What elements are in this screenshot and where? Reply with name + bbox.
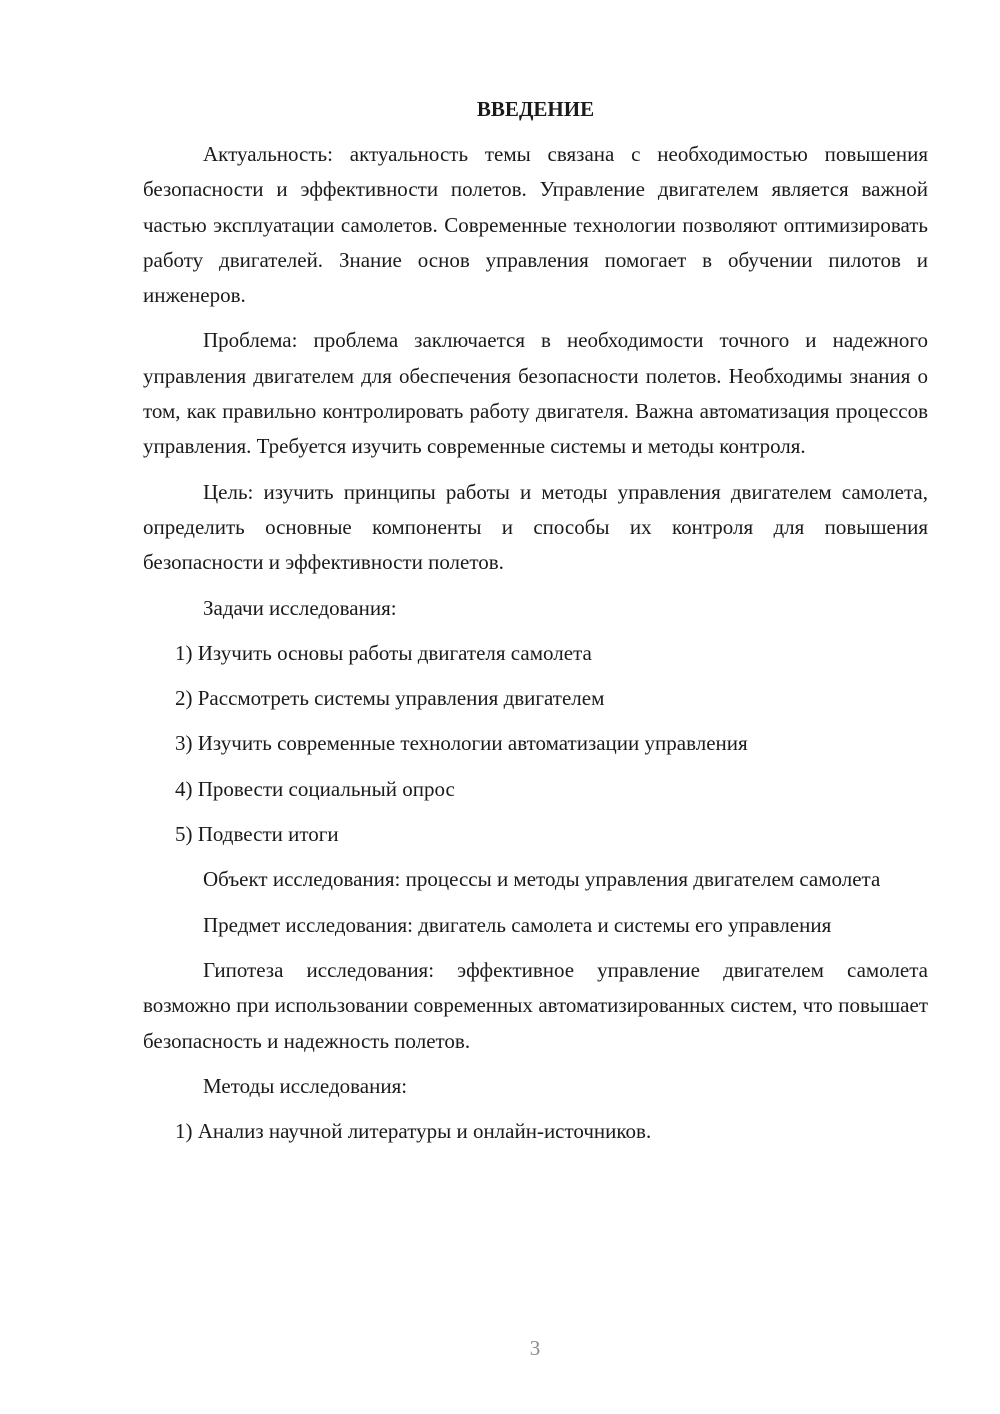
method-item-1: 1) Анализ научной литературы и онлайн-источников. [175,1119,652,1144]
task-item-4: 4) Провести социальный опрос [175,776,455,801]
task-item-2: 2) Рассмотреть системы управления двигателем [175,686,605,711]
paragraph-relevance: Актуальность: актуальность темы связана с необходимостью повышения безопасности и эффективности полетов. Управление двигателем является важной частью эксплуатации самолетов. Современные технологии позволяют оптимизировать работу двигателей. Знание основ управления помогает в обучении пилотов и инженеров. [143,142,928,308]
paragraph-hypothesis: Гипотеза исследования: эффективное управление двигателем самолета возможно при использовании современных автоматизированных систем, что повышает безопасность и надежность полетов. [143,957,928,1053]
paragraph-subject: Предмет исследования: двигатель самолета и системы его управления [203,912,832,937]
document-page [143,92,928,1159]
tasks-heading: Задачи исследования: [203,595,397,620]
task-item-3: 3) Изучить современные технологии автоматизации управления [175,731,748,756]
task-item-1: 1) Изучить основы работы двигателя самолета [175,640,592,665]
paragraph-problem: Проблема: проблема заключается в необходимости точного и надежного управления двигателем для обеспечения безопасности полетов. Необходимы знания о том, как правильно контролировать работу двигателя. Важна автоматизация процессов управления. Требуется изучить современные системы и методы контроля. [143,328,928,459]
page-number: 3 [529,1336,541,1360]
task-item-5: 5) Подвести итоги [175,822,339,847]
methods-heading: Методы исследования: [203,1073,408,1098]
paragraph-goal: Цель: изучить принципы работы и методы управления двигателем самолета, определить основные компоненты и способы их контроля для повышения безопасности и эффективности полетов. [143,479,928,575]
paragraph-object: Объект исследования: процессы и методы управления двигателем самолета [203,867,881,892]
section-title: ВВЕДЕНИЕ [476,97,595,121]
